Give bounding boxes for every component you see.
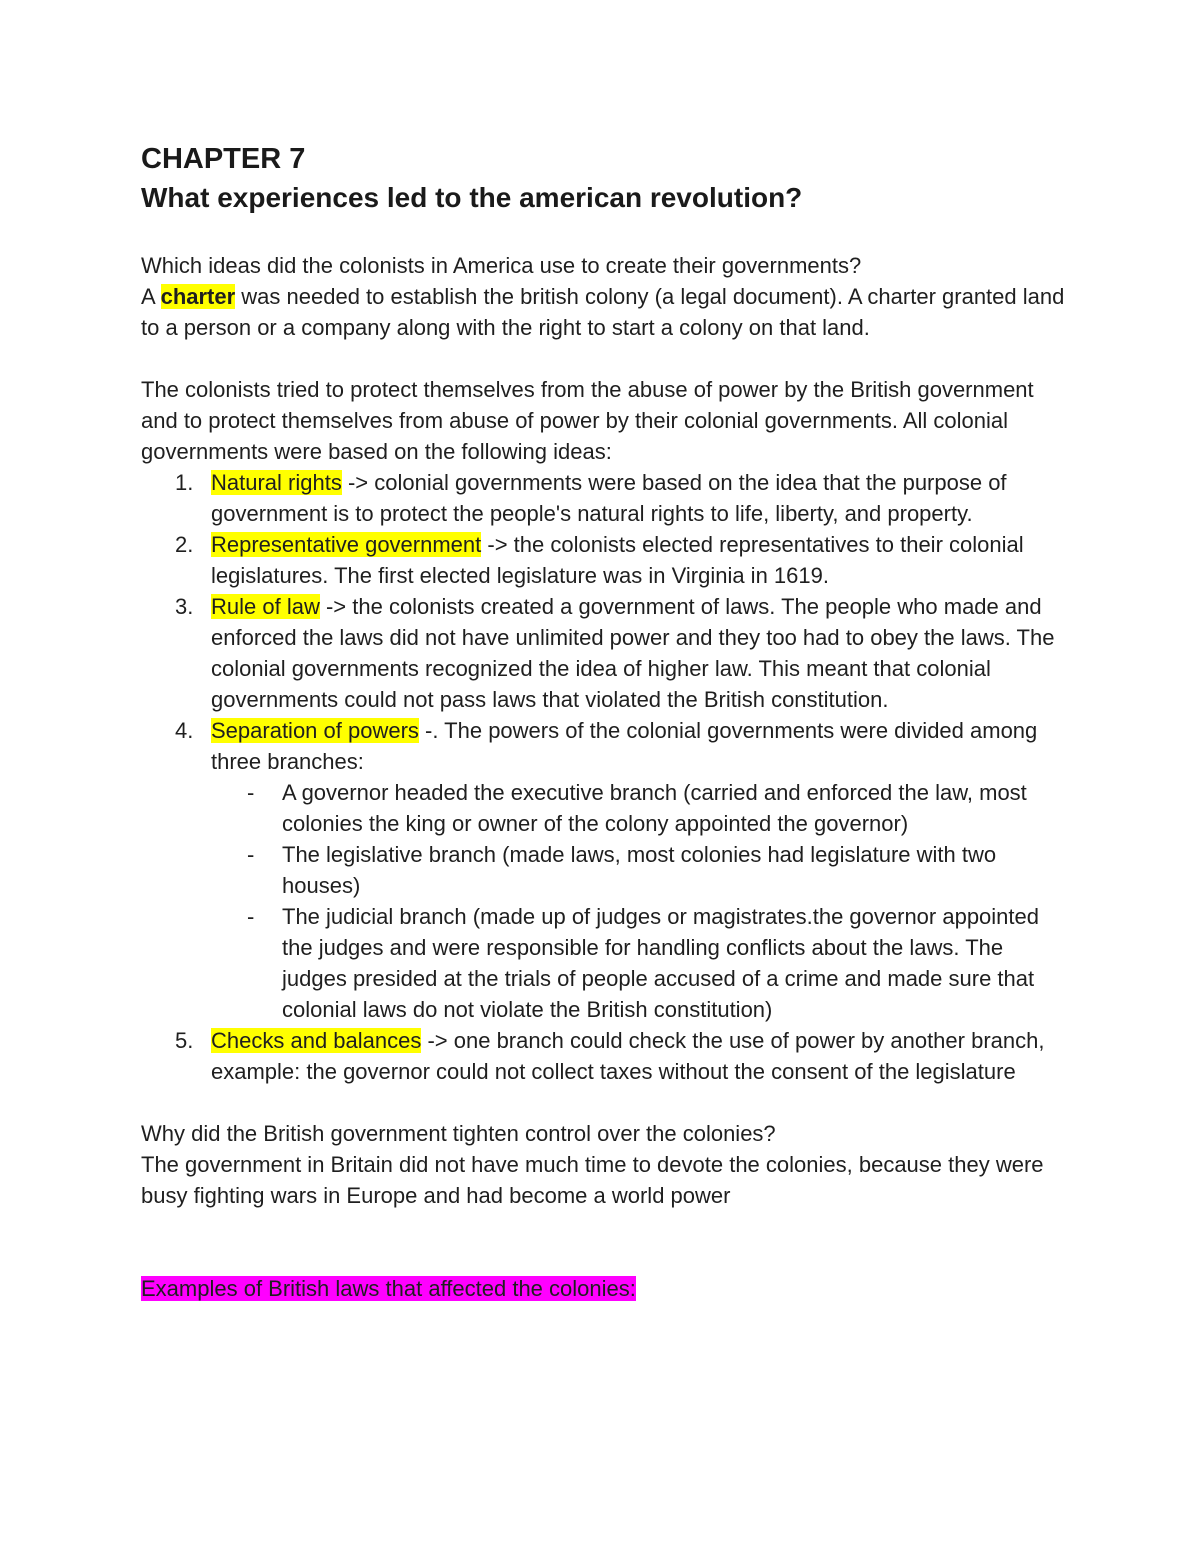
branch-text: A governor headed the executive branch (carried and enforced the law, most colonies the king or owner of the colony appointed the governor) [282,780,1027,836]
charter-term-highlight: charter [160,284,236,309]
control-answer: The government in Britain did not have much time to devote the colonies, because they were busy fighting wars in Europe and had become a world power [141,1152,1044,1208]
idea-text: -> one branch could check the use of power by another branch, example: the governor could not collect taxes without the consent of the legislature [211,1028,1045,1084]
idea-number: 1. [175,470,194,495]
idea-term-highlight: Natural rights [211,470,342,495]
idea-item [141,467,1071,529]
idea-number: 4. [175,718,194,743]
charter-rest: was needed to establish the british colony (a legal document). A charter granted land to a person or a company along with the right to start a colony on that land. [141,284,1065,340]
idea-number: 2. [175,532,194,557]
charter-paragraph [141,281,1071,343]
protection-paragraph: The colonists tried to protect themselves from the abuse of power by the British government and to protect themselves from abuse of power by their colonial governments. All colonial governments were based on the following ideas: [141,377,1034,464]
examples-heading-highlight: Examples of British laws that affected the colonies: [141,1276,636,1301]
idea-term-highlight: Separation of powers [211,718,419,743]
examples-heading [141,1273,1071,1304]
idea-text: -> the colonists created a government of laws. The people who made and enforced the laws did not have unlimited power and they too had to obey the laws. The colonial governments recognized the idea of higher law. This meant that colonial governments could not pass laws that violated the British constitution. [211,594,1055,712]
branch-text: The legislative branch (made laws, most colonies had legislature with two houses) [282,842,997,898]
branches-list [211,777,1071,1025]
idea-number: 3. [175,594,194,619]
idea-term-highlight: Representative government [211,532,482,557]
idea-term-highlight: Rule of law [211,594,320,619]
branch-item [211,777,1071,839]
idea-item [141,715,1071,1025]
intro-question: Which ideas did the colonists in America use to create their governments? [141,253,862,278]
idea-text: -> the colonists elected representatives to their colonial legislatures. The first elected legislature was in Virginia in 1619. [211,532,1024,588]
idea-number: 5. [175,1028,194,1053]
branch-item [211,901,1071,1025]
idea-term-highlight: Checks and balances [211,1028,422,1053]
dash-bullet: - [247,904,255,929]
chapter-title: What experiences led to the american revolution? [141,182,803,213]
dash-bullet: - [247,780,255,805]
branch-text: The judicial branch (made up of judges or magistrates.the governor appointed the judges and were responsible for handling conflicts about the laws. The judges presided at the trials of people accused of a crime and made sure that colonial laws do not violate the British constitution) [282,904,1040,1022]
chapter-heading: CHAPTER 7 [141,143,306,175]
idea-item [141,529,1071,591]
branch-item [211,839,1071,901]
document-body [141,140,1071,1304]
idea-text: -. The powers of the colonial governments were divided among three branches: [211,718,1038,774]
ideas-list [141,467,1071,1087]
idea-item [141,591,1071,715]
dash-bullet: - [247,842,255,867]
idea-text: -> colonial governments were based on the idea that the purpose of government is to protect the people's natural rights to life, liberty, and property. [211,470,1007,526]
idea-item [141,1025,1071,1087]
charter-prefix: A [141,284,161,309]
control-question: Why did the British government tighten control over the colonies? [141,1121,776,1146]
